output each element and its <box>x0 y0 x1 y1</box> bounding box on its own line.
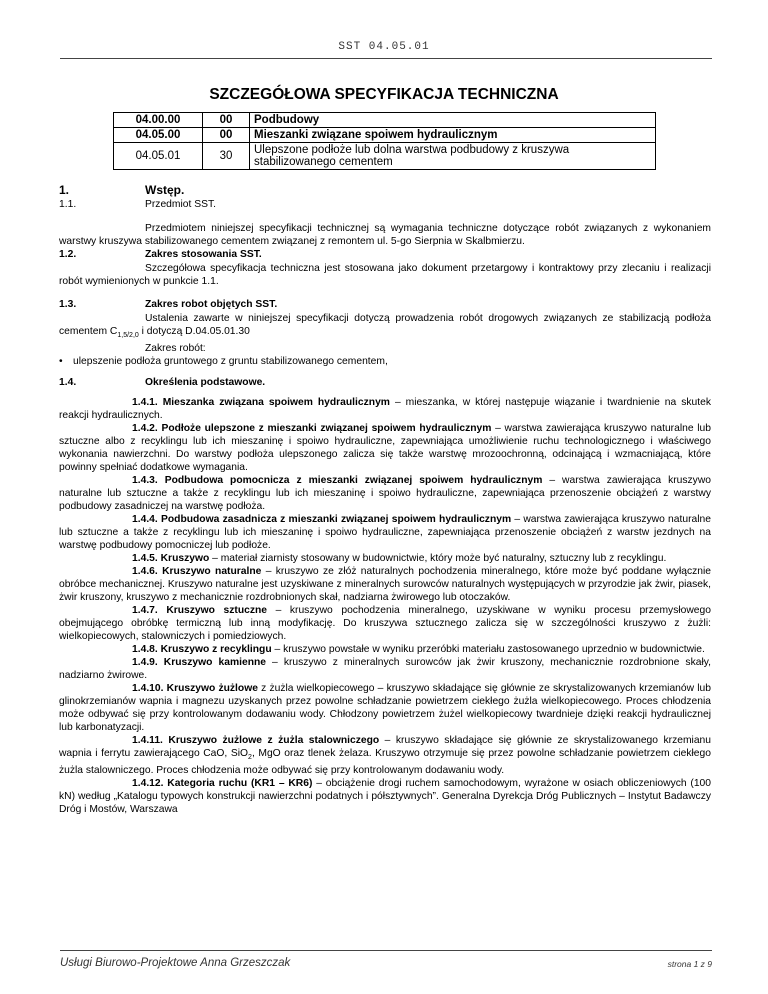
definition-text: – kruszywo pochodzenia mineralnego, uzyskiwane w wyniku procesu przemysłowego obejmującego obróbkę termiczną lub inną modyfikację. Do kruszywa sztucznego zalicza się w szczególności kruszywo z żużli: wielkopiecowych, stalowniczych i pomiedziowych. <box>59 605 711 643</box>
definition <box>59 474 711 513</box>
definition-term: 1.4.6. Kruszywo naturalne <box>132 566 262 578</box>
section-number: 1. <box>59 183 70 197</box>
section-title: Zakres robot objętych SST. <box>145 299 278 310</box>
text: i dotyczą D.04.05.01.30 <box>138 326 250 337</box>
code-cell: 04.00.00 <box>114 113 203 128</box>
definition-term: 1.4.12. Kategoria ruchu (KR1 – KR6) <box>132 778 313 790</box>
num-cell: 30 <box>203 143 250 170</box>
section-1-4-heading <box>59 376 711 390</box>
num-cell: 00 <box>203 113 250 128</box>
section-1-3-heading <box>59 298 711 312</box>
desc-cell: Ulepszone podłoże lub dolna warstwa podbudowy z kruszywa stabilizowanego cementem <box>250 143 656 170</box>
desc-cell: Mieszanki związane spoiwem hydraulicznym <box>250 128 656 143</box>
definition-term: 1.4.5. Kruszywo <box>132 553 210 565</box>
list-item <box>59 355 711 368</box>
scope-label: Zakres robót: <box>145 343 206 355</box>
code-table <box>113 112 656 170</box>
definition <box>59 552 711 565</box>
definition-term: 1.4.9. Kruszywo kamienne <box>132 657 266 669</box>
text: Ustalenia zawarte w niniejszej specyfikacji dotyczą prowadzenia robót drogowych związanych ze stabilizacją podłoża cementem C <box>59 313 711 337</box>
section-title: Zakres stosowania SST. <box>145 249 262 260</box>
list-item-text: ulepszenie podłoża gruntowego z gruntu stabilizowanego cementem, <box>73 356 388 368</box>
section-number: 1.3. <box>59 299 77 310</box>
definition-term: 1.4.2. Podłoże ulepszone z mieszanki związanej spoiwem hydraulicznym <box>132 423 492 435</box>
definition-term: 1.4.11. Kruszywo żużlowe z żużla stalowniczego <box>132 735 380 747</box>
definition <box>59 682 711 734</box>
section-title: Określenia podstawowe. <box>145 377 266 389</box>
subscript: 1,5/2,0 <box>117 332 139 340</box>
code-cell: 04.05.00 <box>114 128 203 143</box>
paragraph: Przedmiotem niniejszej specyfikacji technicznej są wymagania techniczne dotyczące robót związanych z wykonaniem warstwy kruszywa stabilizowanego cementem związanej z remontem ul. 5-go Sierpnia w Skalbmierzu. <box>59 223 711 247</box>
definition-text: – obciążenie drogi ruchem samochodowym, wyrażone w osiach obliczeniowych (100 kN) według „Katalogu typowych konstrukcji nawierzchni podatnych i półsztywnych”. Generalna Dyrekcja Dróg Publicznych – Instytut Badawczy Dróg i Mostów, Warszawa <box>59 778 712 816</box>
document-body <box>59 182 711 816</box>
definition <box>59 565 711 604</box>
definition-text: – warstwa zawierająca kruszywo naturalne lub sztuczne albo z recyklingu lub ich mieszaninę i spoiwo hydrauliczne, zapewniająca umożliwienie ruchu technologicznego i właściwego wykonania nawierzchni. Do warstwy podłoża ulepszonego zalicza się także warstwę mrozoochronną, odcinającą i wzmacniającą, które powinny spełniać dodatkowe wymagania. <box>59 423 711 474</box>
header-rule <box>60 58 712 59</box>
section-number: 1.4. <box>59 377 77 389</box>
bullet-icon: • <box>59 356 63 368</box>
definition-text: – kruszywo powstałe w wyniku przeróbki materiału zastosowanego uprzednio w budownictwie. <box>271 644 705 656</box>
definition-text: – kruszywo ze złóż naturalnych pochodzenia mineralnego, które może być poddane wyłącznie obróbce mechanicznej. Kruszywo naturalne jest uzyskiwane z mineralnych surowców naturalnych występujących w przyrodzie jak żwir, piasek, żwir kruszony, kruszywo z mechanicznie rozdrobnionych skał, nadziarna żwirowego lub otoczaków. <box>59 566 712 604</box>
paragraph <box>59 312 711 342</box>
document-title: SZCZEGÓŁOWA SPECYFIKACJA TECHNICZNA <box>209 86 559 103</box>
paragraph: Szczegółowa specyfikacja techniczna jest stosowana jako dokument przetargowy i kontraktowy przy zlecaniu i realizacji robót wymienionych w punkcie 1.1. <box>59 263 711 287</box>
definition <box>59 777 711 816</box>
desc-cell: Podbudowy <box>250 113 656 128</box>
definition-term: 1.4.3. Podbudowa pomocnicza z mieszanki związanej spoiwem hydraulicznym <box>132 475 543 487</box>
definition-text: – mieszanka, w której następuje wiązanie i twardnienie na skutek reakcji hydraulicznych. <box>59 397 711 422</box>
definition-term: 1.4.1. Mieszanka związana spoiwem hydraulicznym <box>132 397 390 409</box>
section-number: 1.1. <box>59 199 77 210</box>
num-cell: 00 <box>203 128 250 143</box>
definition-text: , MgO oraz tlenek żelaza. Kruszywo otrzymuje się przez powolne schładzanie powietrzem ciekłego żużla stalowniczego. Proces chłodzenia może odbywać się przy kontrolowanym dodawaniu wody. <box>59 748 711 777</box>
definition <box>59 422 711 474</box>
definition <box>59 656 711 682</box>
definition-text: – warstwa zawierająca kruszywo naturalne lub sztuczne a także z recyklingu lub ich mieszaninę i spoiwo hydrauliczne, zapewniająca przenoszenie obciążeń z warstw jezdnych na warstwę podbudowy pomocniczej lub podłoże. <box>59 514 711 552</box>
code-table-row <box>114 128 656 143</box>
code-table-row <box>114 113 656 128</box>
section-number: 1.2. <box>59 249 77 260</box>
definition-term: 1.4.10. Kruszywo żużlowe <box>132 683 258 695</box>
footer-rule <box>60 950 712 951</box>
section-title: Wstęp. <box>145 183 185 197</box>
definition-text: – materiał ziarnisty stosowany w budownictwie, który może być naturalny, sztuczny lub z recyklingu. <box>209 553 667 565</box>
subscript: 2 <box>248 754 252 762</box>
code-table-row <box>114 143 656 170</box>
section-1-1-heading <box>59 198 711 212</box>
header-code: SST 04.05.01 <box>338 41 430 53</box>
section-1-2-heading <box>59 248 711 262</box>
definition <box>59 734 711 777</box>
code-cell: 04.05.01 <box>114 143 203 170</box>
section-title: Przedmiot SST. <box>145 199 216 210</box>
definition <box>59 643 711 656</box>
definition-text: – kruszywo składające się głównie ze skrystalizowanego krzemianu wapnia i ferrytu zawierającego CaO, SiO <box>59 735 711 760</box>
definition <box>59 604 711 643</box>
section-1-heading <box>59 182 711 198</box>
definition <box>59 396 711 422</box>
footer-company: Usługi Biurowo-Projektowe Anna Grzeszczak <box>60 957 291 969</box>
definition-text: – warstwa zawierająca kruszywo naturalne lub sztuczne a także z recyklingu lub ich mieszaninę i spoiwo hydrauliczne, zapewniająca przenoszenie obciążeń z warstwy podbudowy zasadniczej na warstwę podłoża. <box>59 475 711 513</box>
definition-text: z żużla wielkopiecowego – kruszywo składające się głównie ze skrystalizowanych krzemianów lub glinokrzemianów wapnia i magnezu uzyskanych przez powolne schładzanie powietrzem ciekłego żużla wielkopiecowego. Proces chłodzenia może odbywać się przy kontrolowanym dodawaniu wody. Chłodzony powietrzem żużel wielkopiecowy twardnieje dzięki reakcji hydraulicznej lub karbonatyzacji. <box>59 683 711 734</box>
definition-term: 1.4.4. Podbudowa zasadnicza z mieszanki związanej spoiwem hydraulicznym <box>132 514 512 526</box>
definition-term: 1.4.7. Kruszywo sztuczne <box>132 605 268 617</box>
definition <box>59 513 711 552</box>
definition-term: 1.4.8. Kruszywo z recyklingu <box>132 644 272 656</box>
page-number: strona 1 z 9 <box>667 959 712 969</box>
definition-text: – kruszywo z mineralnych surowców jak żwir kruszony, mechanicznie rozdrobnione skały, nadziarno żwirowe. <box>59 657 711 682</box>
